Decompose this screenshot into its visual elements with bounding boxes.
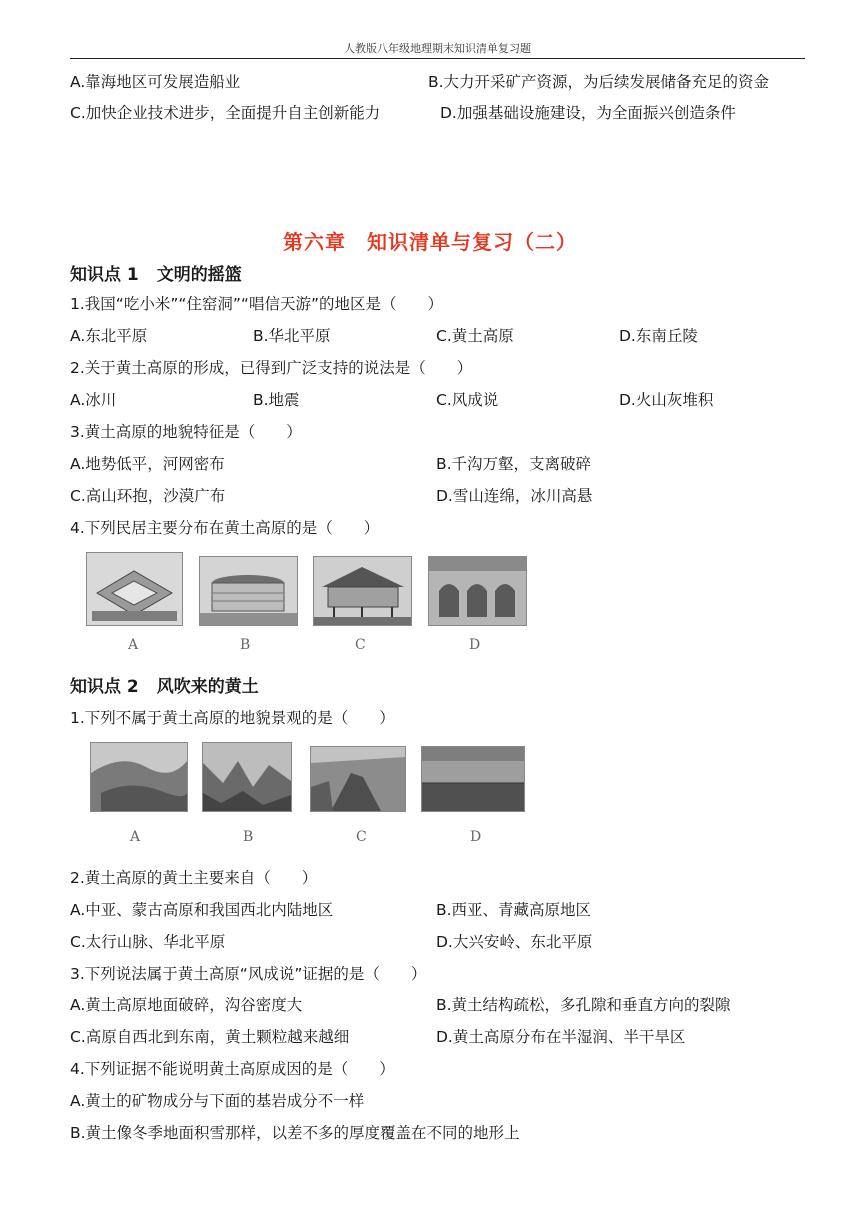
photo-caption: A	[128, 637, 139, 653]
question-stem: 1.我国“吃小米”“住窑洞”“唱信天游”的地区是（ ）	[70, 295, 443, 313]
option-b: B.黄土像冬季地面积雪那样，以差不多的厚度覆盖在不同的地形上	[70, 1124, 520, 1142]
option-a: A.东北平原	[70, 327, 148, 345]
question-stem: 3.下列说法属于黄土高原“风成说”证据的是（ ）	[70, 965, 427, 983]
section-label: 知识点 2	[70, 677, 139, 697]
option-d: D.加强基础设施建设，为全面振兴创造条件	[440, 104, 736, 122]
section-name: 风吹来的黄土	[156, 677, 259, 697]
section-name: 文明的摇篮	[156, 265, 242, 285]
option-d: D.黄土高原分布在半湿润、半干旱区	[436, 1028, 686, 1046]
question-stem: 4.下列证据不能说明黄土高原成因的是（ ）	[70, 1060, 395, 1078]
photo-caption: D	[470, 829, 482, 845]
siheyuan-photo	[86, 552, 183, 626]
header-rule	[70, 58, 805, 59]
photo-caption: A	[130, 829, 141, 845]
chapter-title: 第六章 知识清单与复习（二）	[283, 230, 577, 254]
option-a: A.冰川	[70, 391, 117, 409]
section-heading-1	[70, 260, 242, 285]
option-c: C.高原自西北到东南，黄土颗粒越来越细	[70, 1028, 350, 1046]
question-stem: 1.下列不属于黄土高原的地貌景观的是（ ）	[70, 709, 395, 727]
option-b: B.地震	[253, 391, 300, 409]
option-c: C.太行山脉、华北平原	[70, 933, 226, 951]
option-a: A.地势低平，河网密布	[70, 455, 225, 473]
question-stem: 3.黄土高原的地貌特征是（ ）	[70, 423, 302, 441]
option-b: B.大力开采矿产资源，为后续发展储备充足的资金	[428, 73, 770, 91]
option-d: D.雪山连绵，冰川高悬	[436, 487, 593, 505]
photo-caption: C	[356, 829, 367, 845]
landscape-photo-a	[90, 742, 188, 812]
option-d: D.大兴安岭、东北平原	[436, 933, 593, 951]
stilt-house-photo	[313, 556, 412, 626]
landscape-photo-b	[202, 742, 292, 812]
question-stem: 4.下列民居主要分布在黄土高原的是（ ）	[70, 519, 380, 537]
option-c: C.加快企业技术进步，全面提升自主创新能力	[70, 104, 381, 122]
photo-caption: D	[469, 637, 481, 653]
question-stem: 2.关于黄土高原的形成，已得到广泛支持的说法是（ ）	[70, 359, 473, 377]
option-d: D.火山灰堆积	[619, 391, 714, 409]
option-c: C.风成说	[436, 391, 499, 409]
option-a: A.中亚、蒙古高原和我国西北内陆地区	[70, 901, 334, 919]
photo-caption: B	[240, 637, 251, 653]
landscape-photo-c	[310, 746, 406, 812]
option-b: B.西亚、青藏高原地区	[436, 901, 592, 919]
question-stem: 2.黄土高原的黄土主要来自（ ）	[70, 869, 318, 887]
photo-caption: B	[243, 829, 254, 845]
option-a: A.靠海地区可发展造船业	[70, 73, 241, 91]
option-d: D.东南丘陵	[619, 327, 698, 345]
option-a: A.黄土的矿物成分与下面的基岩成分不一样	[70, 1092, 365, 1110]
section-label: 知识点 1	[70, 265, 139, 285]
section-heading-2	[70, 672, 259, 697]
option-b: B.千沟万壑，支离破碎	[436, 455, 592, 473]
photo-caption: C	[355, 637, 366, 653]
option-c: C.高山环抱，沙漠广布	[70, 487, 226, 505]
header-text: 人教版八年级地理期末知识清单复习题	[344, 42, 531, 55]
cave-dwelling-photo	[428, 556, 527, 626]
landscape-photo-d	[421, 746, 525, 812]
tulou-photo	[199, 556, 298, 626]
option-c: C.黄土高原	[436, 327, 514, 345]
option-a: A.黄土高原地面破碎，沟谷密度大	[70, 996, 303, 1014]
option-b: B.华北平原	[253, 327, 331, 345]
option-b: B.黄土结构疏松，多孔隙和垂直方向的裂隙	[436, 996, 731, 1014]
